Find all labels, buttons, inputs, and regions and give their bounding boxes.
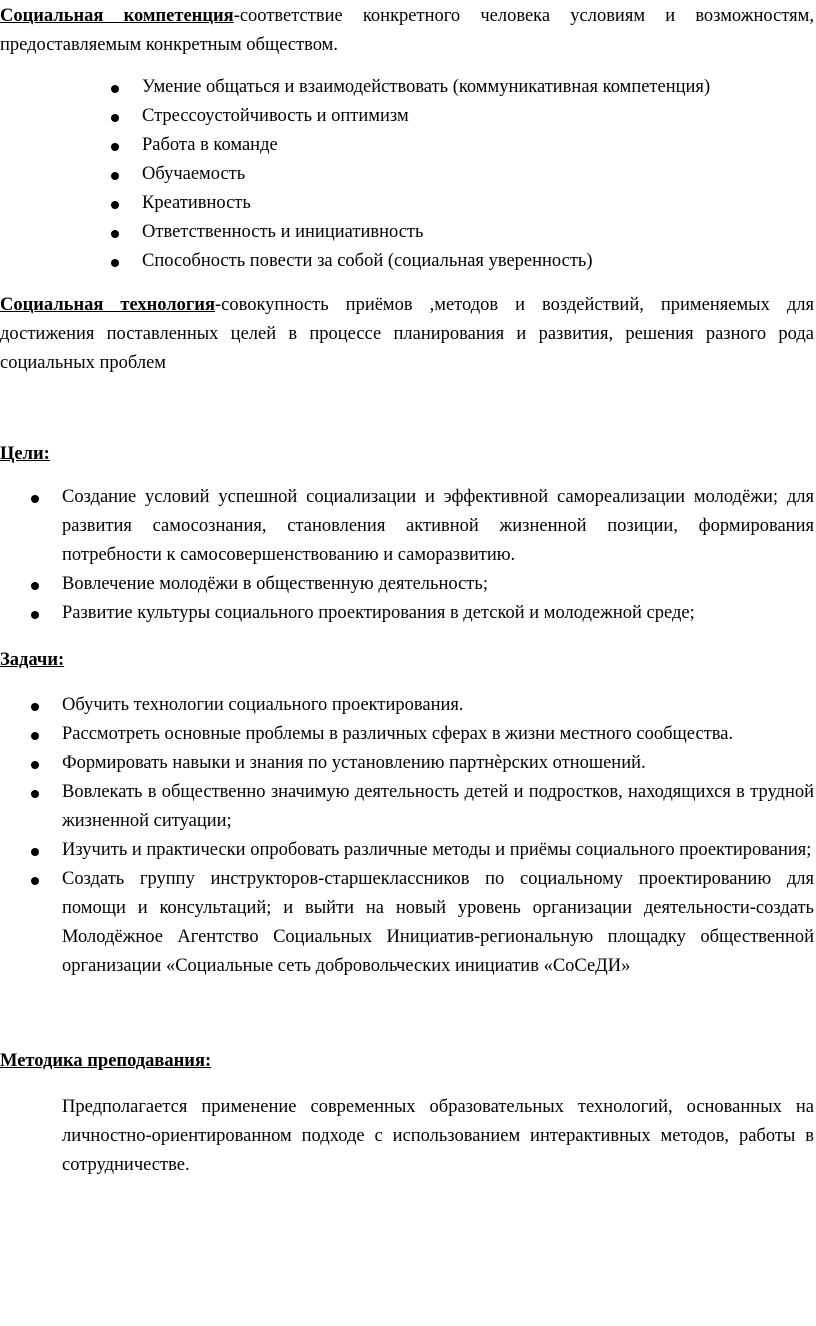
list-item	[142, 73, 814, 102]
list-item-text: Обучить технологии социального проектирования.	[62, 695, 464, 715]
list-item-text: Стрессоустойчивость и оптимизм	[142, 106, 409, 126]
list-item	[62, 720, 814, 749]
bullet-icon	[31, 877, 39, 885]
bullet-icon	[31, 732, 39, 740]
bullet-icon	[111, 230, 119, 238]
list-item	[62, 749, 814, 778]
bullet-icon	[31, 761, 39, 769]
list-item	[142, 247, 814, 276]
tasks-heading: Задачи:	[0, 650, 65, 670]
list-item	[62, 599, 814, 628]
methodology-text: Предполагается применение современных образовательных технологий, основанных на личностно-ориентированном подходе с использованием интерактивных методов, работы в сотрудничестве.	[62, 1097, 814, 1175]
list-item	[142, 131, 814, 160]
list-item-text: Вовлекать в общественно значимую деятельность детей и подростков, находящихся в трудной жизненной ситуации;	[62, 782, 814, 831]
social-technology-term: Социальная технология	[0, 295, 215, 315]
social-competence-paragraph	[0, 2, 814, 60]
list-item-text: Работа в команде	[142, 135, 278, 155]
bullet-icon	[111, 85, 119, 93]
competence-list	[142, 73, 814, 276]
bullet-icon	[31, 703, 39, 711]
bullet-icon	[111, 143, 119, 151]
list-item	[62, 836, 814, 865]
list-item	[62, 865, 814, 981]
goals-heading: Цели:	[0, 444, 50, 464]
list-item-text: Рассмотреть основные проблемы в различных сферах в жизни местного сообщества.	[62, 724, 734, 744]
social-technology-definition: -совокупность приёмов ,методов и воздействий, применяемых для достижения поставленных целей в процессе планирования и развития, решения разного рода социальных проблем	[0, 295, 814, 373]
list-item	[62, 570, 814, 599]
bullet-icon	[111, 259, 119, 267]
list-item-text: Вовлечение молодёжи в общественную деятельность;	[62, 574, 488, 594]
bullet-icon	[111, 172, 119, 180]
bullet-icon	[31, 582, 39, 590]
methodology-heading: Методика преподавания:	[0, 1051, 212, 1071]
bullet-icon	[31, 790, 39, 798]
bullet-icon	[31, 495, 39, 503]
list-item	[142, 218, 814, 247]
goals-list	[62, 483, 814, 628]
list-item	[142, 102, 814, 131]
list-item-text: Креативность	[142, 193, 251, 213]
list-item	[62, 778, 814, 836]
list-item-text: Изучить и практически опробовать различные методы и приёмы социального проектирования;	[62, 840, 812, 860]
list-item-text: Формировать навыки и знания по установлению партнѐрских отношений.	[62, 753, 646, 773]
list-item-text: Развитие культуры социального проектирования в детской и молодежной среде;	[62, 603, 695, 623]
list-item-text: Создание условий успешной социализации и эффективной самореализации молодёжи; для развития самосознания, становления активной жизненной позиции, формирования потребности к самосовершенствованию и саморазвитию.	[62, 487, 814, 565]
social-competence-term: Социальная компетенция	[0, 6, 234, 26]
bullet-icon	[111, 201, 119, 209]
social-competence-definition: -соответствие конкретного человека условиям и возможностям, предоставляемым конкретным обществом.	[0, 6, 815, 55]
list-item	[142, 189, 814, 218]
list-item-text: Способность повести за собой (социальная уверенность)	[142, 251, 593, 271]
social-technology-paragraph	[0, 291, 814, 378]
bullet-icon	[31, 611, 39, 619]
bullet-icon	[31, 848, 39, 856]
list-item-text: Умение общаться и взаимодействовать (коммуникативная компетенция)	[142, 77, 711, 97]
list-item	[142, 160, 814, 189]
list-item-text: Обучаемость	[142, 164, 246, 184]
list-item-text: Ответственность и инициативность	[142, 222, 424, 242]
list-item	[62, 483, 814, 570]
list-item-text: Создать группу инструкторов-старшеклассников по социальному проектированию для помощи и консультаций; и выйти на новый уровень организации деятельности-создать Молодёжное Агентство Социальных Инициатив-региональную площадку общественной организации «Социальные сеть добровольческих инициатив «СоСеДИ»	[62, 869, 814, 976]
list-item	[62, 691, 814, 720]
bullet-icon	[111, 114, 119, 122]
tasks-list	[62, 691, 814, 981]
